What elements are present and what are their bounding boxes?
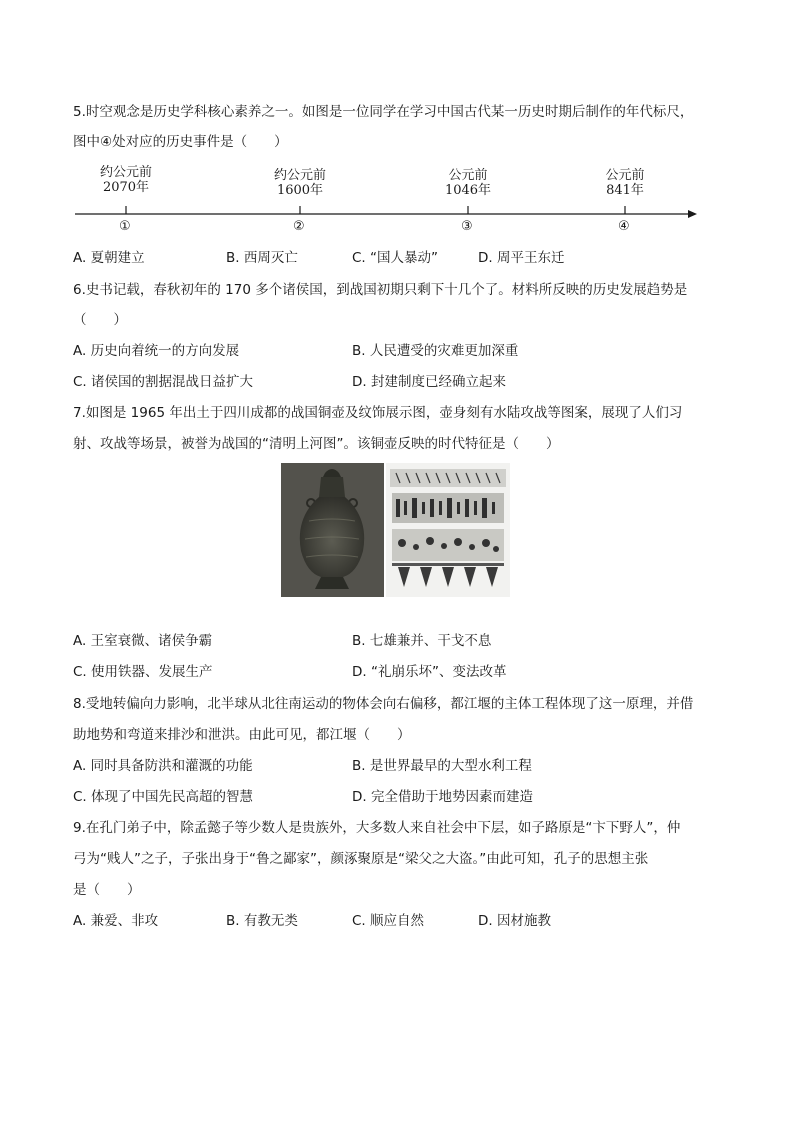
- q9-option-c[interactable]: C. 顺应自然: [352, 913, 425, 929]
- q6-option-d[interactable]: D. 封建制度已经确立起来: [352, 374, 506, 390]
- timeline-label-year: 841年: [606, 183, 644, 198]
- timeline-marker: ④: [618, 219, 630, 234]
- q8-option-a[interactable]: A. 同时具备防洪和灌溉的功能: [73, 758, 253, 774]
- q7-option-a[interactable]: A. 王室衰微、诸侯争霸: [73, 633, 213, 649]
- timeline-label-year: 1046年: [444, 183, 492, 198]
- q6-option-a[interactable]: A. 历史向着统一的方向发展: [73, 343, 240, 359]
- q6-stem-line1: 6.史书记载，春秋初年的 170 多个诸侯国，到战国初期只剩下十几个了。材料所反映的历史发展趋势是: [73, 282, 688, 298]
- timeline-label-top: 约公元前: [273, 168, 326, 183]
- q8-option-c[interactable]: C. 体现了中国先民高超的智慧: [73, 789, 254, 805]
- q6-option-b[interactable]: B. 人民遭受的灾难更加深重: [352, 343, 519, 359]
- timeline-label-top: 约公元前: [99, 165, 152, 180]
- q9-option-a[interactable]: A. 兼爱、非攻: [73, 913, 159, 929]
- timeline-marker: ③: [461, 219, 473, 234]
- q6-option-c[interactable]: C. 诸侯国的割据混战日益扩大: [73, 374, 254, 390]
- q8-stem-line1: 8.受地转偏向力影响，北半球从北往南运动的物体会向右偏移，都江堰的主体工程体现了这一原理，并借: [73, 696, 694, 712]
- q7-stem-line1: 7.如图是 1965 年出土于四川成都的战国铜壶及纹饰展示图，壶身刻有水陆攻战等图案，展现了人们习: [73, 405, 683, 421]
- timeline-label-top: 公元前: [605, 168, 645, 183]
- timeline-marker: ①: [119, 219, 131, 234]
- bronze-hu-photo: [281, 463, 384, 597]
- timeline-label-top: 公元前: [448, 168, 488, 183]
- timeline-marker: ②: [293, 219, 305, 234]
- timeline-axis: [70, 200, 700, 224]
- q9-stem-line1: 9.在孔门弟子中，除孟懿子等少数人是贵族外，大多数人来自社会中下层，如子路原是“卞下野人”，仲: [73, 820, 681, 836]
- q5-option-c[interactable]: C. “国人暴动”: [352, 250, 438, 266]
- q5-option-b[interactable]: B. 西周灭亡: [226, 250, 298, 266]
- q7-option-d[interactable]: D. “礼崩乐坏”、变法改革: [352, 664, 507, 680]
- q6-stem-line2: （ ）: [73, 312, 127, 328]
- q9-stem-line2: 弓为“贱人”之子，子张出身于“鲁之鄙家”，颜涿聚原是“梁父之大盗。”由此可知，孔子的思想主张: [73, 851, 649, 867]
- timeline-label-year: 1600年: [276, 183, 324, 198]
- q7-stem-line2: 射、攻战等场景，被誉为战国的“清明上河图”。该铜壶反映的时代特征是（ ）: [73, 436, 560, 452]
- q5-option-a[interactable]: A. 夏朝建立: [73, 250, 145, 266]
- q5-stem-line2: 图中④处对应的历史事件是（ ）: [73, 134, 288, 150]
- q9-option-d[interactable]: D. 因材施教: [478, 913, 551, 929]
- q8-option-d[interactable]: D. 完全借助于地势因素而建造: [352, 789, 533, 805]
- q9-stem-line3: 是（ ）: [73, 882, 141, 898]
- q8-stem-line2: 助地势和弯道来排沙和泄洪。由此可见，都江堰（ ）: [73, 727, 411, 743]
- q7-option-b[interactable]: B. 七雄兼并、干戈不息: [352, 633, 492, 649]
- q5-option-d[interactable]: D. 周平王东迁: [478, 250, 565, 266]
- timeline-label-year: 2070年: [102, 180, 150, 195]
- q9-option-b[interactable]: B. 有教无类: [226, 913, 298, 929]
- q8-option-b[interactable]: B. 是世界最早的大型水利工程: [352, 758, 532, 774]
- bronze-hu-decoration-rubbing: [386, 463, 510, 597]
- q5-stem-line1: 5.时空观念是历史学科核心素养之一。如图是一位同学在学习中国古代某一历史时期后制作的年代标尺，: [73, 104, 694, 120]
- q7-option-c[interactable]: C. 使用铁器、发展生产: [73, 664, 213, 680]
